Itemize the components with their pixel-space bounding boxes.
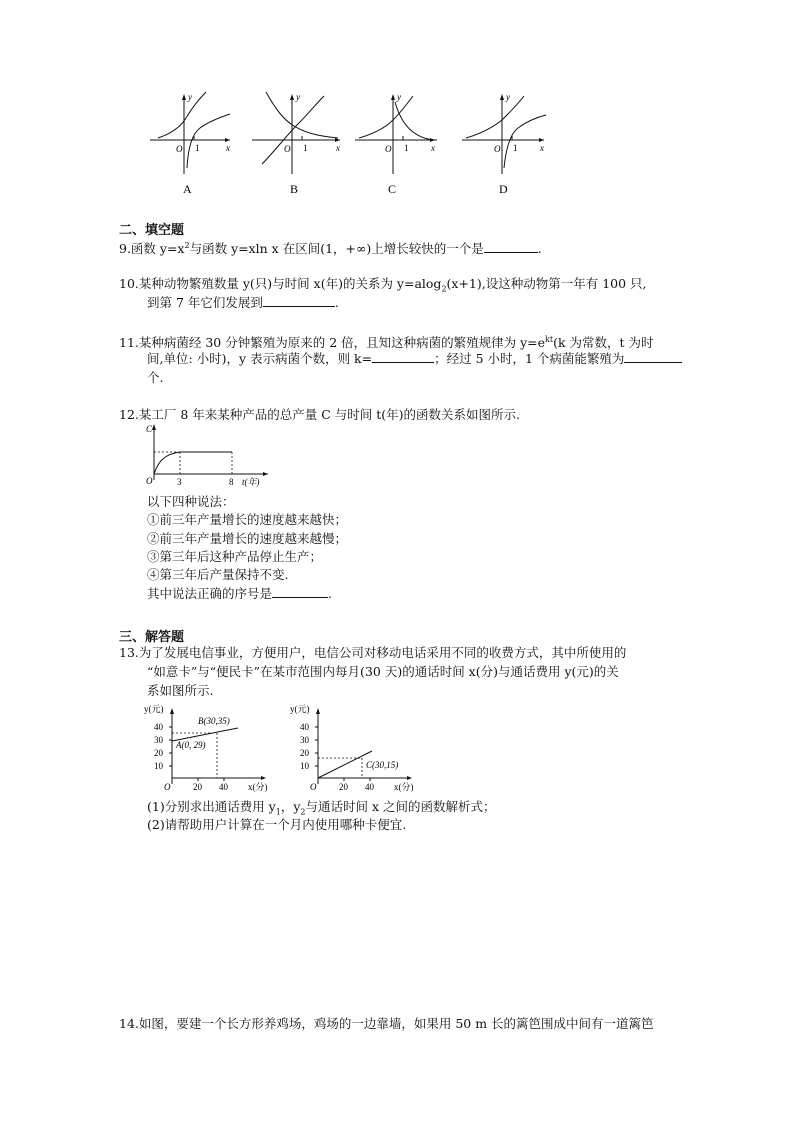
q13-g2-ytick40: 40 (300, 722, 309, 732)
q11-l1-sup: kt (545, 335, 554, 344)
q13-line3: 系如图所示. (147, 683, 214, 698)
graph-d-y: y (506, 92, 510, 102)
q13-g2-origin: O (310, 782, 317, 792)
q12-last (147, 585, 332, 603)
graph-a-x: x (226, 143, 230, 153)
q13-sub2: (2)请帮助用户计算在一个月内使用哪种卡便宜. (147, 817, 407, 832)
q10-blank[interactable] (263, 294, 335, 307)
q13-g2-ytick10: 10 (300, 761, 309, 771)
q10-l1-post: (x+1),设这种动物第一年有 100 只, (446, 276, 647, 291)
q13-g2-ytick30: 30 (300, 735, 309, 745)
graph-c-one: 1 (404, 143, 409, 153)
graph-b-y: y (296, 92, 300, 102)
q9-sup: 2 (184, 241, 190, 250)
q13-sub1-post: 与通话时间 x 之间的函数解析式； (305, 799, 496, 814)
q11-line2 (147, 350, 682, 368)
graph-c-x: x (431, 143, 435, 153)
q13-g1-ytick30: 30 (154, 735, 163, 745)
q11-l1-post: (k 为常数，t 为时 (553, 335, 654, 351)
q12-line1: 12.某工厂 8 年来某种产品的总产量 C 与时间 t(年)的函数关系如图所示. (119, 407, 521, 422)
q11-line3: 个. (147, 370, 164, 385)
section3-title: 三、解答题 (119, 630, 185, 645)
q11-blank-n[interactable] (624, 350, 682, 363)
q12-option-4: ④第三年后产量保持不变. (147, 567, 289, 582)
q13-g1-ytick20: 20 (154, 748, 163, 758)
q13-g1-ytick10: 10 (154, 761, 163, 771)
q11-l2-pre: 间,单位: 小时)，y 表示病菌个数，则 k= (147, 351, 373, 366)
q12-graph-tick3: 3 (177, 477, 182, 487)
q13-g1-ylabel: y(元) (144, 704, 164, 714)
q12-option-3: ③第三年后这种产品停止生产； (147, 549, 323, 564)
q13-g1-point-b: B(30,35) (198, 716, 230, 726)
q10-end: . (334, 295, 339, 310)
q11-l2-mid: ；经过 5 小时，1 个病菌能繁殖为 (434, 351, 625, 366)
q13-g1-origin: O (164, 782, 171, 792)
q13-g2-point-c: C(30,15) (366, 760, 399, 770)
graph-b-x: x (336, 143, 340, 153)
q10-l2: 到第 7 年它们发展到 (147, 295, 263, 310)
graph-d-label: D (499, 182, 508, 196)
graph-c-label: C (388, 182, 397, 196)
q13-g1-xtick20: 20 (193, 782, 202, 792)
q12-option-2: ②前三年产量增长的速度越来越慢； (147, 531, 348, 546)
q12-intro: 以下四种说法： (147, 494, 235, 509)
q9 (119, 237, 542, 258)
graph-a-one: 1 (195, 143, 200, 153)
q13-graph2 (282, 700, 432, 792)
graph-d (462, 92, 546, 196)
q10-l1-sub: 2 (441, 284, 447, 294)
q13-g2-ytick20: 20 (300, 748, 309, 758)
graph-d-origin: O (494, 144, 501, 154)
top-graphs (140, 88, 560, 200)
q13-graph1 (140, 700, 290, 792)
graph-d-x: x (540, 143, 544, 153)
graph-b-origin: O (284, 144, 291, 154)
q12-graph-xlabel: t(年) (242, 477, 260, 487)
q13-g1-xtick40: 40 (219, 782, 228, 792)
q12-graph (140, 422, 280, 488)
graph-d-one: 1 (513, 143, 518, 153)
q10-l1-pre: 10.某种动物繁殖数量 y(只)与时间 x(年)的关系为 y=alog (119, 276, 442, 291)
q13-sub1-mid: ，y (280, 799, 301, 814)
graph-b-label: B (290, 182, 299, 196)
q13-g1-xlabel: x(分) (248, 782, 268, 792)
q13-g2-xtick40: 40 (365, 782, 374, 792)
q12-graph-origin: O (146, 476, 153, 486)
graph-c-origin: O (385, 144, 392, 154)
graph-a-label: A (183, 182, 192, 196)
q13-sub1-s2: 2 (300, 807, 306, 817)
q9-blank[interactable] (484, 240, 538, 253)
q13-line1: 13.为了发展电信事业，方便用户，电信公司对移动电话采用不同的收费方式，其中所使用的 (119, 645, 627, 660)
q13-g1-ytick40: 40 (154, 722, 163, 732)
graph-b (252, 92, 340, 196)
q12-blank[interactable] (272, 585, 328, 598)
q13-sub1-s1: 1 (275, 807, 281, 817)
q9-end: . (537, 241, 542, 257)
graph-a (150, 92, 230, 196)
q12-last-text: 其中说法正确的序号是 (147, 586, 273, 601)
q11-blank-k[interactable] (372, 350, 434, 363)
q14-line1: 14.如图，要建一个长方形养鸡场，鸡场的一边靠墙，如果用 50 m 长的篱笆围成中间有一道篱笆 (119, 1016, 654, 1031)
q13-sub1-pre: (1)分别求出通话费用 y (147, 799, 276, 814)
q11-l1-pre: 11.某种病菌经 30 分钟繁殖为原来的 2 倍，且知这种病菌的繁殖规律为 y=e (119, 335, 546, 351)
graph-c (355, 92, 437, 196)
q10-line2 (147, 294, 339, 312)
q9-pre: 9.函数 y=x (119, 241, 185, 257)
graph-a-origin: O (176, 144, 183, 154)
q9-post: 与函数 y=xln x 在区间(1，+∞)上增长较快的一个是 (189, 241, 484, 257)
graph-a-y: y (188, 92, 192, 102)
q13-line2: “如意卡”与“便民卡”在某市范围内每月(30 天)的通话时间 x(分)与通话费用 y(元)的关 (147, 664, 619, 679)
section2-title: 二、填空题 (119, 223, 185, 238)
q13-g2-xtick20: 20 (339, 782, 348, 792)
q12-option-1: ①前三年产量增长的速度越来越快； (147, 512, 348, 527)
q12-graph-tick8: 8 (229, 477, 234, 487)
q13-g1-point-a: A(0, 29) (176, 740, 206, 750)
q12-end: . (328, 586, 332, 601)
q12-graph-ylabel: C (146, 424, 153, 434)
graph-b-one: 1 (303, 143, 308, 153)
graph-c-y: y (397, 92, 401, 102)
q13-g2-ylabel: y(元) (290, 704, 310, 714)
q11-line1 (119, 331, 654, 352)
q13-g2-xlabel: x(分) (394, 782, 414, 792)
